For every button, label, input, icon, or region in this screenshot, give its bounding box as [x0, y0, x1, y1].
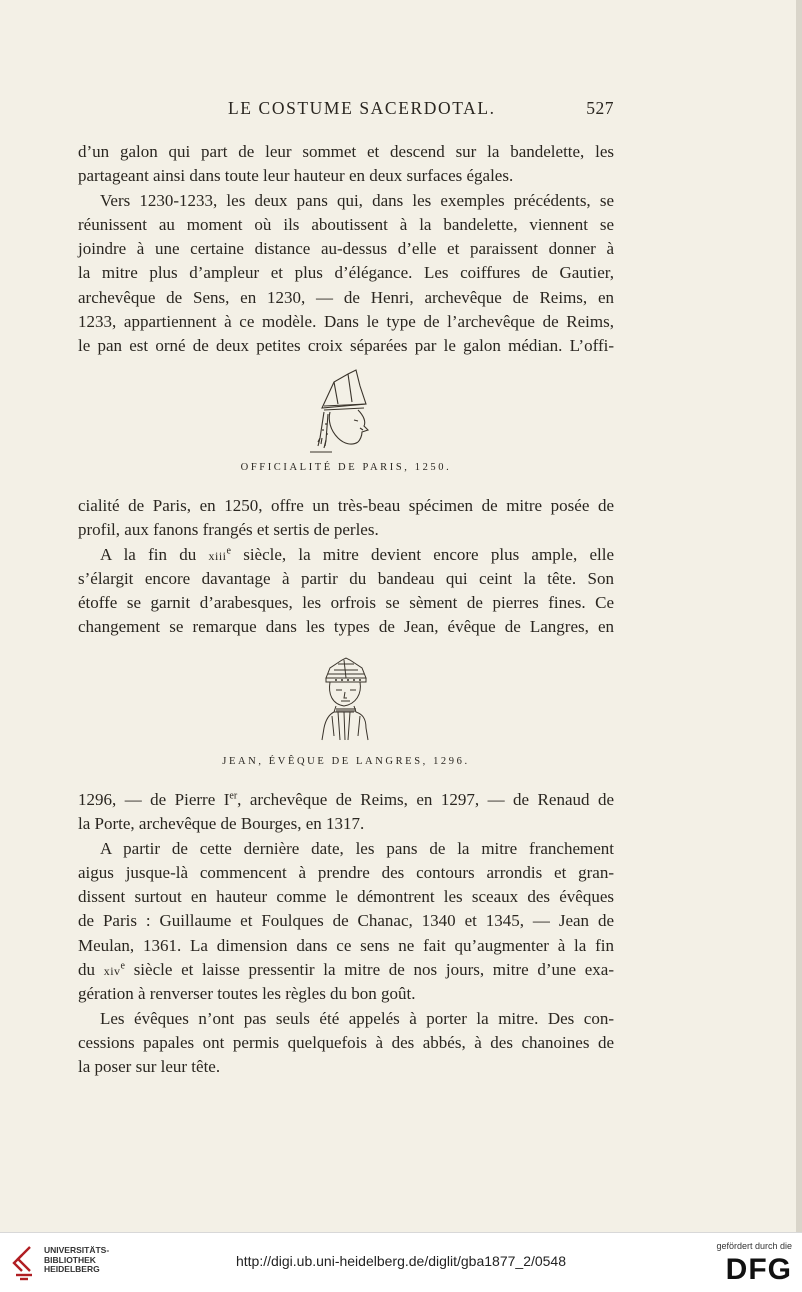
paragraph-6: [78, 837, 614, 1007]
running-head: [78, 98, 614, 124]
century-numeral: xiii: [208, 548, 227, 563]
figure-caption-2: JEAN, ÉVÊQUE DE LANGRES, 1296.: [222, 756, 470, 767]
funded-by-label: gefördert durch die: [716, 1241, 792, 1251]
page-number: 527: [586, 98, 614, 118]
text-line: 1233, appartiennent à ce modèle. Dans le type de l’archevêque de Reims,: [78, 312, 614, 332]
text-line: Meulan, 1361. La dimension dans ce sens ne fait qu’augmenter à la fin: [78, 935, 614, 955]
text-line: joindre à une certaine distance au-dessus d’elle et paraissent donner à: [78, 239, 614, 259]
paragraph-1: [78, 140, 614, 189]
bishop-bust-illustration: [316, 654, 374, 744]
figure-caption-1: OFFICIALITÉ DE PARIS, 1250.: [240, 462, 452, 473]
text-segment: A la fin du: [100, 544, 209, 564]
text-line: profil, aux fanons frangés et sertis de perles.: [78, 520, 379, 540]
text-line: Les évêques n’ont pas seuls été appelés à porter la mitre. Des con-: [100, 1008, 614, 1028]
text-segment: du: [78, 960, 104, 980]
text-line: la mitre plus d’ampleur et plus d’élégance. Les coiffures de Gautier,: [78, 263, 614, 283]
institution-line: BIBLIOTHEK: [44, 1254, 96, 1265]
text-line: cessions papales ont permis quelquefois à des abbés, à des chanoines de: [78, 1032, 614, 1052]
text-line: partageant ainsi dans toute leur hauteur en deux surfaces égales.: [78, 166, 514, 186]
institution-line: HEIDELBERG: [44, 1264, 100, 1274]
permalink-url[interactable]: http://digi.ub.uni-heidelberg.de/diglit/gba1877_2/0548: [235, 1253, 567, 1269]
text-line: le pan est orné de deux petites croix séparées par le galon médian. L’offi-: [78, 336, 614, 356]
text-line: la poser sur leur tête.: [78, 1057, 221, 1077]
text-line: d’un galon qui part de leur sommet et descend sur la bandelette, les: [78, 142, 614, 161]
running-title: LE COSTUME SACERDOTAL.: [228, 98, 496, 118]
paragraph-3: [78, 494, 614, 543]
dfg-logo[interactable]: DFG: [725, 1253, 792, 1286]
text-line: cialité de Paris, en 1250, offre un très-beau spécimen de mitre posée de: [78, 496, 614, 515]
century-numeral: xiv: [103, 964, 121, 979]
text-line: étoffe se garnit d’arabesques, les orfrois se sèment de pierres fines. Ce: [78, 593, 614, 613]
paragraph-4: [78, 543, 614, 640]
page-edge: [796, 0, 802, 1232]
viewer-footer: [0, 1232, 802, 1292]
text-line: A partir de cette dernière date, les pans de la mitre franchement: [100, 838, 614, 858]
institution-line: UNIVERSITÄTS-: [44, 1245, 110, 1255]
superscript: er: [229, 790, 238, 802]
text-line: [78, 788, 614, 812]
superscript: e: [226, 544, 231, 556]
text-line: dissent surtout en hauteur comme le démontrent les sceaux des évêques: [78, 887, 614, 907]
text-line: Vers 1230-1233, les deux pans qui, dans les exemples précédents, se: [100, 190, 614, 210]
text-line: archevêque de Sens, en 1230, — de Henri, archevêque de Reims, en: [78, 287, 614, 307]
text-line: réunissent au moment où ils aboutissent à la bandelette, viennent se: [78, 214, 614, 234]
text-segment: 1296, — de Pierre I: [78, 790, 230, 809]
text-segment: , archevêque de Reims, en 1297, — de Renaud de: [237, 790, 614, 809]
text-line: aigus jusque-là commencent à prendre des contours arrondis et gran-: [78, 862, 614, 882]
text-line: gération à renverser toutes les règles du bon goût.: [78, 984, 416, 1004]
text-line: changement se remarque dans les types de Jean, évêque de Langres, en: [78, 617, 614, 637]
paragraph-7: [78, 1007, 614, 1080]
text-segment: siècle, la mitre devient encore plus ample, elle: [230, 544, 615, 564]
text-line: de Paris : Guillaume et Foulques de Chanac, 1340 et 1345, — Jean de: [78, 911, 614, 931]
text-line: [78, 958, 614, 982]
superscript: e: [120, 960, 125, 972]
paragraph-5: [78, 788, 614, 837]
mitre-profile-illustration: [308, 368, 380, 454]
text-segment: siècle et laisse pressentir la mitre de nos jours, mitre d’une exa-: [125, 960, 615, 980]
text-line: la Porte, archevêque de Bourges, en 1317.: [78, 814, 365, 834]
text-line: s’élargit encore davantage à partir du bandeau qui ceint la tête. Son: [78, 568, 614, 588]
paragraph-2: [78, 189, 614, 359]
text-line: [78, 543, 614, 567]
